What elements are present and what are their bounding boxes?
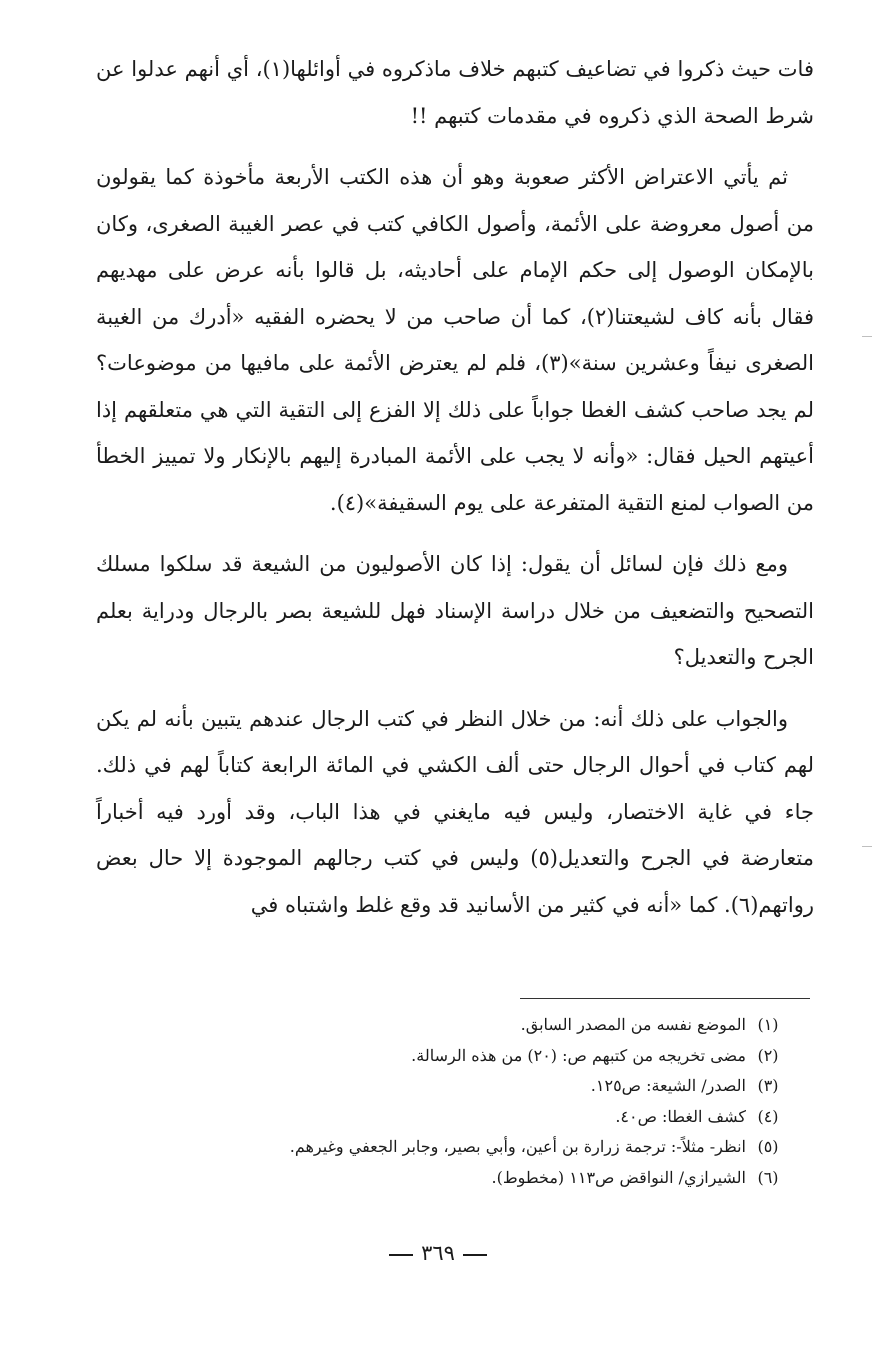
page-number-value: ٣٦٩ — [421, 1241, 455, 1265]
margin-tick — [862, 846, 872, 847]
main-text — [96, 46, 814, 928]
paragraph-3: ومع ذلك فإن لسائل أن يقول: إذا كان الأصوليون من الشيعة قد سلكوا مسلك التصحيح والتضعيف من خلال دراسة الإسناد فهل للشيعة بصر بالرجال ودراية بعلم الجرح والتعديل؟ — [96, 552, 814, 669]
footnote-number: (٦) — [757, 1167, 779, 1187]
footnote-4 — [150, 1102, 790, 1133]
footnote-number: (١) — [757, 1015, 779, 1034]
footnote-1 — [150, 1010, 790, 1041]
footnote-text: مضى تخريجه من كتبهم ص: (٢٠) من هذه الرسالة. — [411, 1045, 746, 1065]
page-number-dash-right — [463, 1254, 487, 1256]
footnote-text: الشيرازي/ النواقض ص١١٣ (مخطوط). — [491, 1167, 746, 1187]
margin-tick — [862, 336, 872, 337]
page-number — [0, 1238, 876, 1268]
paragraph-2: ثم يأتي الاعتراض الأكثر صعوبة وهو أن هذه الكتب الأربعة مأخوذة كما يقولون من أصول معروضة على الأئمة، وأصول الكافي كتب في عصر الغيبة الصغرى، وكان بالإمكان الوصول إلى حكم الإمام على أحاديثه، بل قالوا بأنه عرض على مهديهم فقال بأنه كاف لشيعتنا(٢)، كما أن صاحب من لا يحضره الفقيه «أدرك من الغيبة الصغرى نيفاً وعشرين سنة»(٣)، فلم لم يعترض الأئمة على مافيها من موضوعات؟ لم يجد صاحب كشف الغطا جواباً على ذلك إلا الفزع إلى التقية التي هي متعلقهم إذا أعيتهم الحيل فقال: «وأنه لا يجب على الأئمة المبادرة إليهم بالإنكار ولا تمييز الخطأ من الصواب لمنع التقية المتفرعة على يوم السقيفة»(٤). — [96, 165, 815, 515]
footnotes-list — [150, 1010, 790, 1193]
page-number-dash-left — [389, 1254, 413, 1256]
footnote-text: الصدر/ الشيعة: ص١٢٥. — [590, 1076, 746, 1095]
footnote-2 — [150, 1041, 790, 1072]
paragraph-4: والجواب على ذلك أنه: من خلال النظر في كتب الرجال عندهم يتبين بأنه لم يكن لهم كتاب في أحوال الرجال حتى ألف الكشي في المائة الرابعة كتاباً لهم في ذلك. جاء في غاية الاختصار، وليس فيه مايغني في هذا الباب، وقد أورد فيه أخباراً متعارضة في الجرح والتعديل(٥) وليس في كتب رجالهم الموجودة إلا حال بعض رواتهم(٦). كما «أنه في كثير من الأسانيد قد وقع غلط واشتباه في — [96, 706, 814, 917]
footnote-3 — [150, 1071, 790, 1102]
footnote-number: (٢) — [757, 1045, 779, 1065]
footnote-text: انظر- مثلاً-: ترجمة زرارة بن أعين، وأبي بصير، وجابر الجعفي وغيرهم. — [289, 1137, 746, 1156]
footnote-number: (٥) — [757, 1137, 779, 1156]
footnote-divider — [520, 998, 810, 999]
footnote-5 — [150, 1132, 790, 1163]
footnote-text: كشف الغطا: ص٤٠. — [615, 1106, 746, 1126]
footnote-text: الموضع نفسه من المصدر السابق. — [520, 1015, 746, 1034]
footnote-number: (٣) — [757, 1076, 779, 1095]
paragraph-1: فات حيث ذكروا في تضاعيف كتبهم خلاف ماذكروه في أوائلها(١)، أي أنهم عدلوا عن شرط الصحة الذي ذكروه في مقدمات كتبهم !! — [96, 57, 814, 128]
footnote-number: (٤) — [757, 1106, 779, 1126]
footnote-6 — [150, 1163, 790, 1194]
